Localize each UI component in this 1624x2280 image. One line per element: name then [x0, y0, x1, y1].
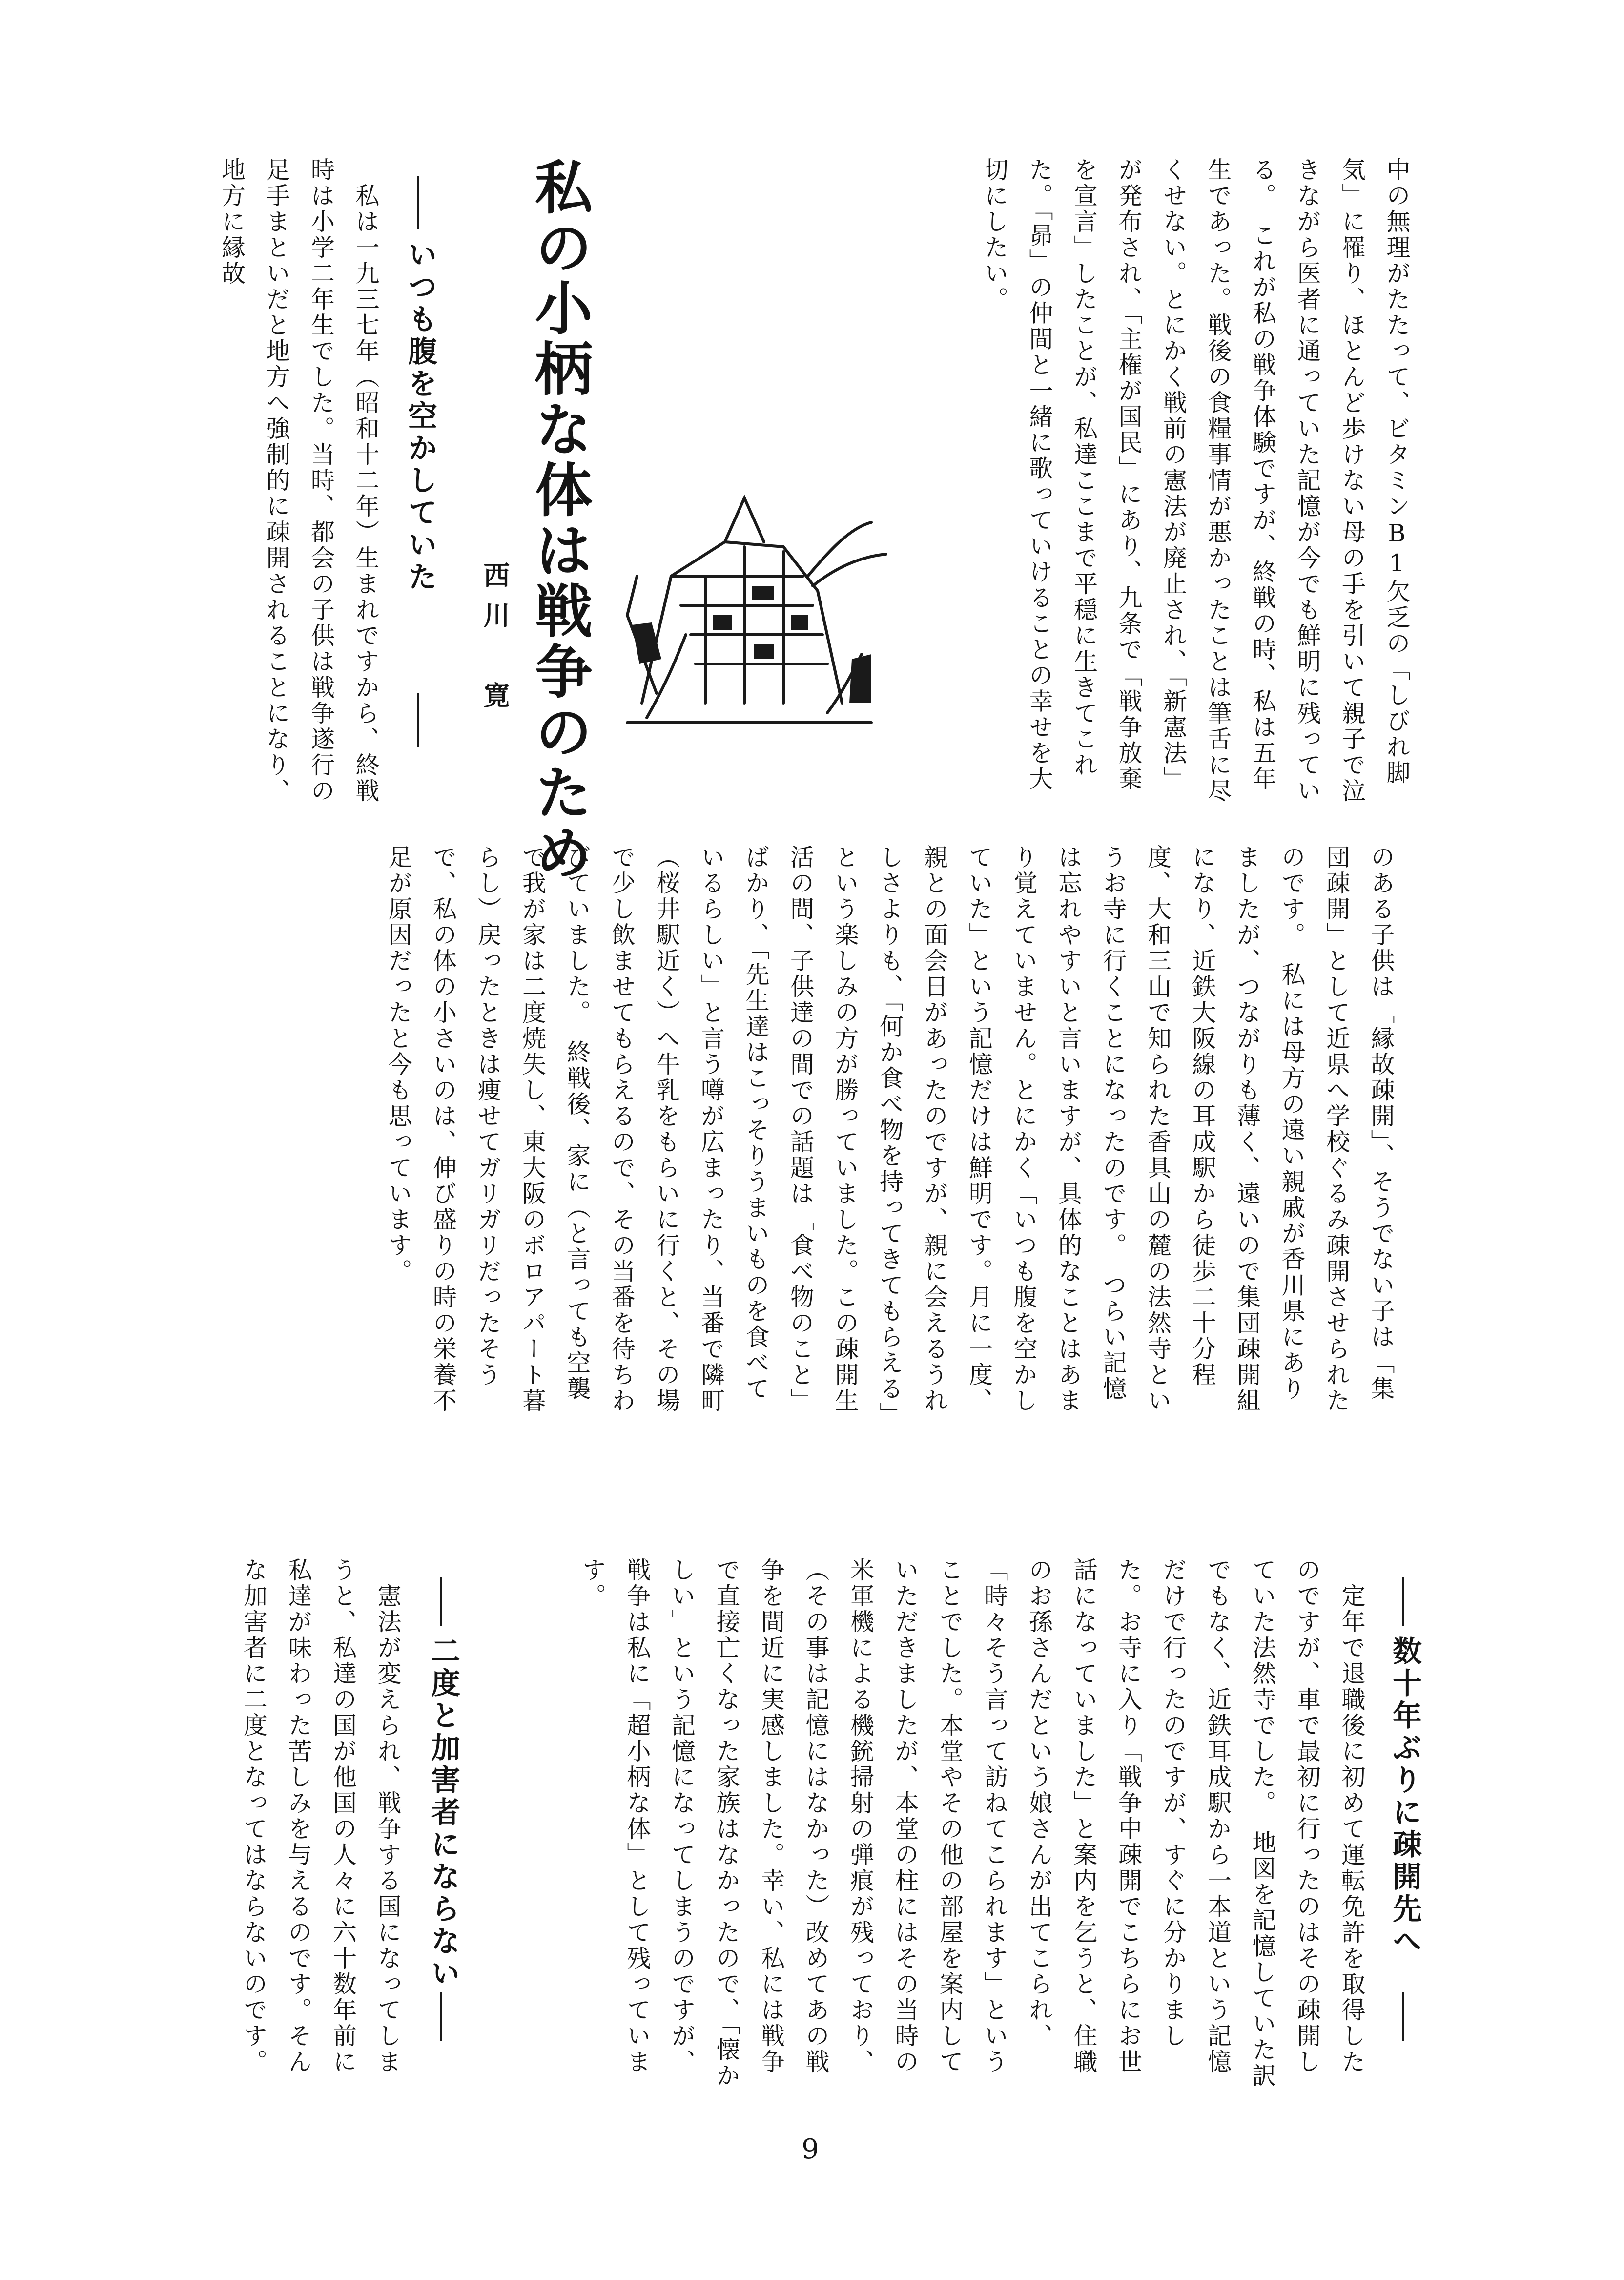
heading-rule-top	[440, 1577, 442, 1626]
paragraph: 私は一九三七年（昭和十二年）生まれですから、終戦時は小学二年生でした。当時、都会の子供は戦争遂行の足手まといだと地方へ強制的に疎開されることになり、地方に縁故	[218, 157, 380, 804]
paragraph: のある子供は「縁故疎開」、そうでない子は「集団疎開」として近県へ学校ぐるみ疎開させられたのです。 私には母方の遠い親戚が香川県にありましたが、つながりも薄く、遠いので集団疎開組になり、近鉄大阪線の耳成駅から徒歩二十分程度、大和三山で知られた香具山の麓の法然寺というお寺に行くことになったのです。 つらい記憶は忘れやすいと言いますが、具体的なことはあまり覚えていません。とにかく「いつも腹を空かしていた」という記憶だけは鮮明です。月に一度、親との面会日があったのですが、親に会えるうれしさよりも、「何か食べ物を持ってきてもらえる」という楽しみの方が勝っていました。この疎開生活の間、子供達の間での話題は「食べ物のこと」ばかり、「先生達はこっそりうまいものを食べているらしい」と言う噂が広まったり、当番で隣町（桜井駅近く）へ牛乳をもらいに行くと、その場で少し飲ませてもらえるので、その当番を待ちわびていました。 終戦後、家に（と言っても空襲で我が家は二度焼失し、東大阪のボロアパート暮らし）戻ったときは痩せてガリガリだったそうで、私の体の小さいのは、伸び盛りの時の栄養不足が原因だったと今も思っています。	[385, 845, 1395, 1416]
heading-rule-top	[1402, 1577, 1404, 1626]
body-text-bottom-right	[481, 1557, 1374, 2090]
heading-rule-bottom	[440, 1992, 442, 2041]
body-text-middle	[203, 845, 1403, 1421]
paragraph: 定年で退職後に初めて運転免許を取得したのですが、車で最初に行ったのはその疎開していた法然寺でした。 地図を記憶していた訳でもなく、近鉄耳成駅から一本道という記憶だけで行ったのですが、すぐに分かりました。お寺に入り「戦争中疎開でこちらにお世話になっていました」と案内を乞うと、住職のお孫さんだという娘さんが出てこられ、「時々そう言って訪ねてこられます」ということでした。本堂やその他の部屋を案内していただきましたが、本堂の柱にはその当時の米軍機による機銃掃射の弾痕が残っており、（その事は記憶にはなかった）改めてあの戦争を間近に実感しました。幸い、私には戦争で直接亡くなった家族はなかったので、「懐かしい」という記憶になってしまうのですが、戦争は私に「超小柄な体」として残っています。	[578, 1557, 1366, 2089]
heading-rule-bottom	[417, 693, 419, 747]
article-title: 私の小柄な体は戦争のため	[525, 157, 593, 884]
section-heading-3: 二度と加害者にならない	[426, 1636, 460, 1990]
heading-rule-top	[417, 176, 419, 229]
paragraph: 中の無理がたたって、ビタミンB1欠乏の「しびれ脚気」に罹り、ほとんど歩けない母の手を引いて親子で泣きながら医者に通っていた記憶が今でも鮮明に残っている。 これが私の戦争体験ですが、終戦の時、私は五年生であった。戦後の食糧事情が悪かったことは筆舌に尽くせない。とにかく戦前の憲法が廃止され、「新憲法」が発布され、「主権が国民」にあり、九条で「戦争放棄を宣言」したことが、私達ここまで平穏に生きてこれた。「昴」の仲間と一緒に歌っていけることの幸せを大切にしたい。	[981, 157, 1411, 804]
body-text-bottom-left	[225, 1557, 410, 2090]
section-heading-2: 数十年ぶりに疎開先へ	[1388, 1636, 1422, 1958]
author-name: 西川 寛	[479, 561, 510, 722]
body-text-top-left	[203, 157, 388, 811]
paragraph: 憲法が変えられ、戦争する国になってしまうと、私達の国が他国の人々に六十数年前に私達が味わった苦しみを与えるのです。そんな加害者に二度となってはならないのです。	[240, 1557, 402, 2075]
house-sketch-illustration	[598, 430, 901, 732]
heading-rule-bottom	[1402, 1992, 1404, 2041]
section-heading-1: いつも腹を空かしていた	[403, 239, 437, 594]
body-text-top-right	[909, 157, 1419, 811]
page-number: 9	[802, 2134, 819, 2165]
